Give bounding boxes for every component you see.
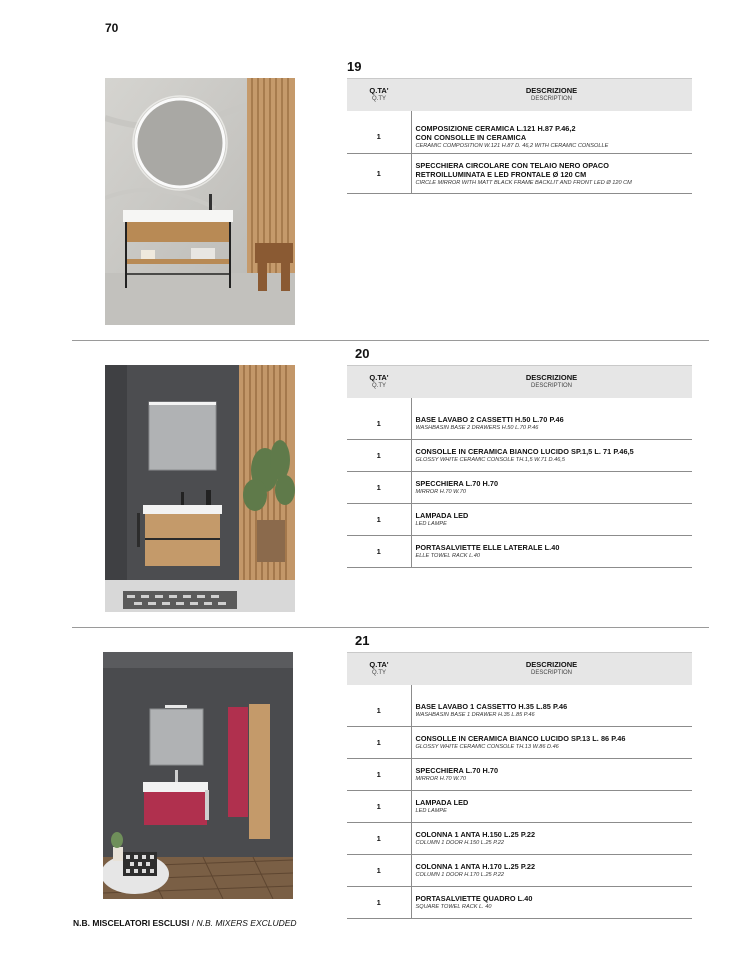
table-row: 1 SPECCHIERA CIRCOLARE CON TELAIO NERO OPACO RETROILLUMINATA E LED FRONTALE Ø 120 CM CIRCLE MIRROR WITH MATT BLACK FRAME BACKLIT AND FRONT LED Ø 120 CM [347, 154, 692, 194]
table-row: 1 PORTASALVIETTE ELLE LATERALE L.40 ELLE TOWEL RACK L.40 [347, 536, 692, 568]
table-row: 1 COMPOSIZIONE CERAMICA L.121 H.87 P.46,2 CON CONSOLLE IN CERAMICA CERAMIC COMPOSITION W.121 H.87 D. 46,2 WITH CERAMIC CONSOLLE [347, 121, 692, 154]
footer-note-it: N.B. MISCELATORI ESCLUSI [73, 918, 190, 928]
section-divider [72, 340, 709, 341]
section-number-20: 20 [355, 346, 370, 361]
description-header: DESCRIZIONE DESCRIPTION [411, 366, 692, 398]
table-row: 1 SPECCHIERA L.70 H.70 MIRROR H.70 W.70 [347, 759, 692, 791]
section-number-21: 21 [355, 633, 370, 648]
table-row: 1 LAMPADA LED LED LAMPE [347, 791, 692, 823]
section-number-19: 19 [347, 59, 362, 74]
table-row: 1 CONSOLLE IN CERAMICA BIANCO LUCIDO SP.1,5 L. 71 P.46,5 GLOSSY WHITE CERAMIC CONSOLE TH.1,5 W.71 D.46,5 [347, 440, 692, 472]
footer-note-en: N.B. MIXERS EXCLUDED [196, 918, 297, 928]
qty-header: Q.TA' Q.TY [347, 79, 411, 111]
product-photo-20 [105, 365, 295, 612]
page-number: 70 [105, 21, 119, 35]
description-header: DESCRIZIONE DESCRIPTION [411, 79, 692, 111]
table-row: 1 CONSOLLE IN CERAMICA BIANCO LUCIDO SP.13 L. 86 P.46 GLOSSY WHITE CERAMIC CONSOLE TH.13 W.86 D.46 [347, 727, 692, 759]
table-row: 1 BASE LAVABO 1 CASSETTO H.35 L.85 P.46 WASHBASIN BASE 1 DRAWER H.35 L.85 P.46 [347, 695, 692, 727]
spec-table-20 [347, 365, 692, 568]
table-row: 1 PORTASALVIETTE QUADRO L.40 SQUARE TOWEL RACK L. 40 [347, 887, 692, 919]
qty-header: Q.TA' Q.TY [347, 653, 411, 685]
table-row: 1 LAMPADA LED LED LAMPE [347, 504, 692, 536]
qty-header: Q.TA' Q.TY [347, 366, 411, 398]
product-photo-21 [103, 652, 293, 899]
table-row: 1 BASE LAVABO 2 CASSETTI H.50 L.70 P.46 WASHBASIN BASE 2 DRAWERS H.50 L.70 P.46 [347, 408, 692, 440]
footer-note [73, 918, 297, 928]
table-row: 1 COLONNA 1 ANTA H.150 L.25 P.22 COLUMN 1 DOOR H.150 L.25 P.22 [347, 823, 692, 855]
table-row: 1 SPECCHIERA L.70 H.70 MIRROR H.70 W.70 [347, 472, 692, 504]
footer-separator: / [189, 918, 197, 928]
spec-table-21 [347, 652, 692, 919]
spec-table-19 [347, 78, 692, 194]
product-photo-19 [105, 78, 295, 325]
table-row: 1 COLONNA 1 ANTA H.170 L.25 P.22 COLUMN 1 DOOR H.170 L.25 P.22 [347, 855, 692, 887]
section-divider [72, 627, 709, 628]
description-header: DESCRIZIONE DESCRIPTION [411, 653, 692, 685]
